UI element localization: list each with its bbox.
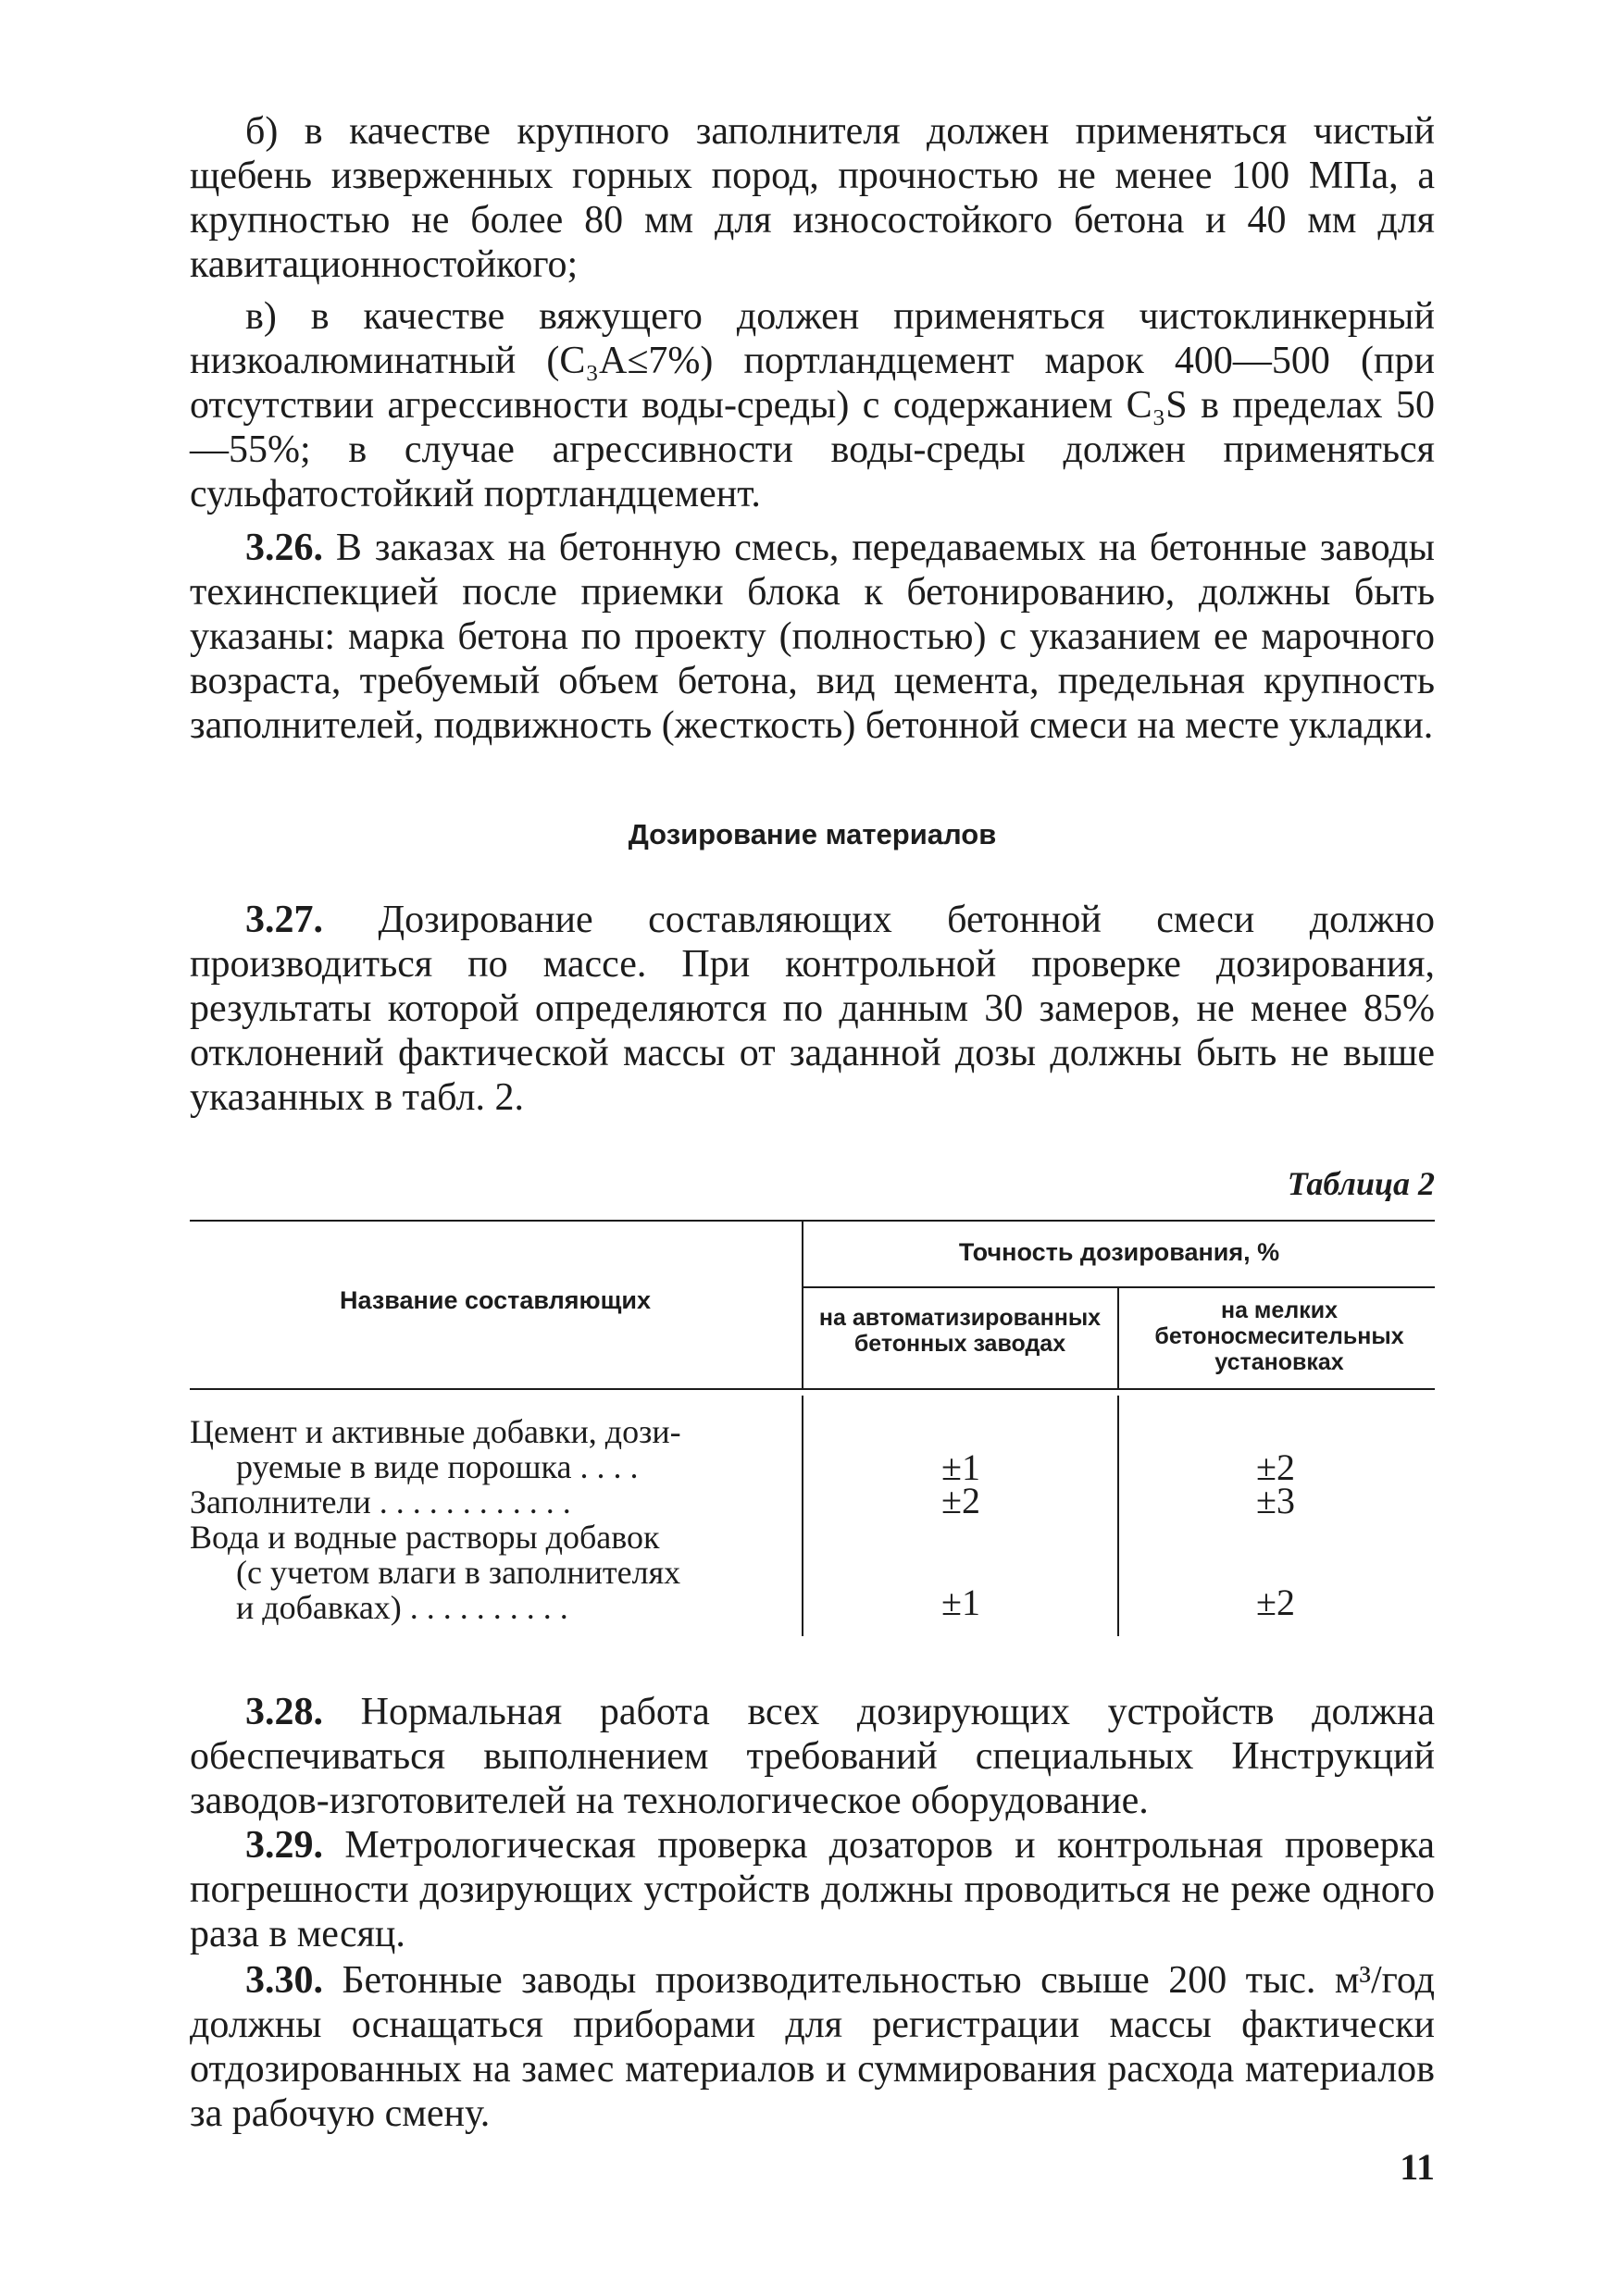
value-cement-small: ±2: [1256, 1446, 1295, 1488]
clause-number: 3.27.: [245, 899, 323, 941]
header-automated-plants: на автоматизированных бетонных заводах: [818, 1305, 1102, 1357]
value-aggregates-automated: ±2: [941, 1480, 980, 1521]
page-number: 11: [1400, 2146, 1435, 2188]
paragraph-3-27: [190, 898, 1435, 1120]
clause-number: 3.28.: [245, 1691, 323, 1733]
table-header-rule: [190, 1388, 1435, 1390]
row-water-label: [190, 1520, 773, 1625]
row-label-line: Цемент и активные добавки, дози-: [190, 1413, 681, 1450]
paragraph-3-28: [190, 1690, 1435, 1823]
clause-number: 3.29.: [245, 1824, 323, 1867]
paragraph-3-29: [190, 1823, 1435, 1956]
table-divider-body-1: [802, 1396, 803, 1636]
row-label-line: руемые в виде порошка . . . .: [236, 1448, 639, 1485]
table-top-rule: [190, 1220, 1435, 1222]
paragraph-b: б) в качестве крупного заполнителя должен применяться чистый щебень изверженных горных пород, прочностью не менее 100 МПа, а крупностью не более 80 мм для износостойкого бетона и 40 мм для кавитационностойкого;: [190, 110, 1435, 286]
paragraph-3-30: [190, 1958, 1435, 2136]
table-divider-subheader: [1117, 1288, 1119, 1388]
value-water-small: ±2: [1256, 1582, 1295, 1623]
row-cement-label: [190, 1414, 773, 1484]
clause-text: Нормальная работа всех дозирующих устройств должна обеспечиваться выполнением требований специальных Инструкций заводов-изготовителей на технологическое оборудование.: [190, 1691, 1436, 1822]
paragraph-v: в) в качестве вяжущего должен применяться чистоклинкерный низкоалюминатный (C₃A≤7%) портландцемент марок 400—500 (при отсутствии агрессивности воды-среды) с содержанием C₃S в пределах 50—55%; в случае агрессивности воды-среды должен применяться сульфатостойкий портландцемент.: [190, 295, 1435, 515]
table-divider-body-2: [1117, 1396, 1119, 1636]
value-water-automated: ±1: [941, 1582, 980, 1623]
clause-number: 3.30.: [245, 1959, 323, 2002]
header-small-plants: на мелких бетоносмесительных установках: [1154, 1297, 1404, 1375]
clause-number: 3.26.: [245, 527, 323, 569]
row-aggregates-label: [190, 1484, 773, 1520]
row-label-line: Вода и водные растворы добавок: [190, 1519, 660, 1556]
row-label-line: и добавках) . . . . . . . . . .: [236, 1589, 568, 1626]
value-cement-automated: ±1: [941, 1446, 980, 1488]
clause-text: Дозирование составляющих бетонной смеси должно производиться по массе. При контрольной проверке дозирования, результаты которой определяются по данным 30 замеров, не менее 85% отклонений фактической массы от заданной дозы должны быть не выше указанных в табл. 2.: [190, 899, 1435, 1119]
header-component-name: Название составляющих: [340, 1286, 651, 1314]
table-subheader-rule: [803, 1286, 1435, 1288]
clause-text: В заказах на бетонную смесь, передаваемых на бетонные заводы техинспекцией после приемки блока к бетонированию, должны быть указаны: марка бетона по проекту (полностью) с указанием ее марочного возраста, требуемый объем бетона, вид цемента, предельная крупность заполнителей, подвижность (жесткость) бетонной смеси на месте укладки.: [190, 527, 1435, 747]
header-dosing-accuracy: Точность дозирования, %: [958, 1238, 1280, 1266]
clause-text: Метрологическая проверка дозаторов и контрольная проверка погрешности дозирующих устройств должны проводиться не реже одного раза в месяц.: [190, 1824, 1435, 1955]
section-heading: Дозирование материалов: [628, 818, 997, 850]
value-aggregates-small: ±3: [1256, 1480, 1295, 1521]
clause-text: Бетонные заводы производительностью свыше 200 тыс. м³/год должны оснащаться приборами для регистрации массы фактически отдозированных на замес материалов и суммирования расхода материалов за рабочую смену.: [190, 1959, 1435, 2135]
table-caption: Таблица 2: [1287, 1165, 1435, 1202]
row-label-line: Заполнители . . . . . . . . . . . .: [190, 1483, 571, 1520]
paragraph-3-26: [190, 526, 1435, 748]
row-label-line: (с учетом влаги в заполнителях: [236, 1554, 681, 1591]
